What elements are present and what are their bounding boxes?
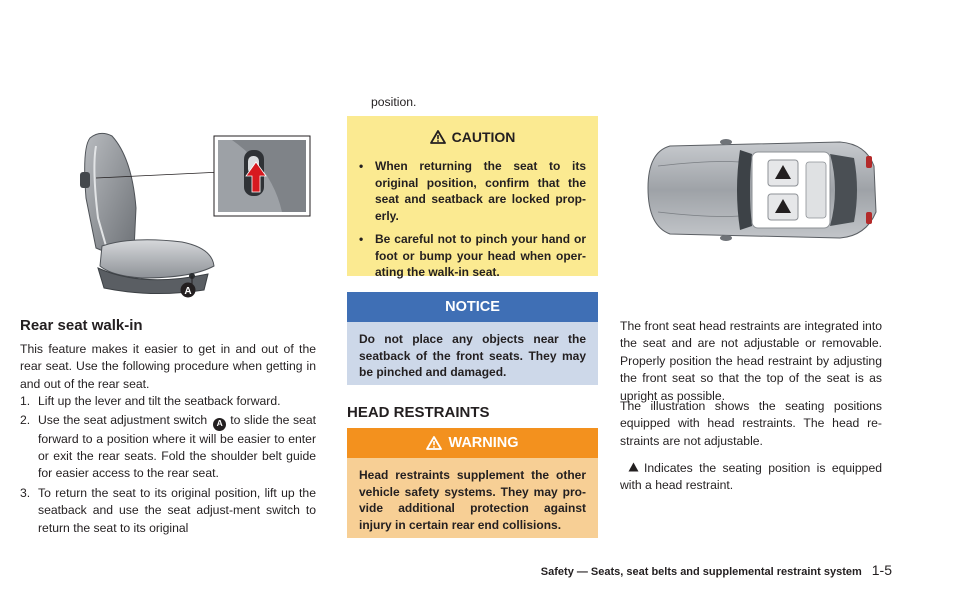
step-1 [20,393,316,410]
page-number: 1-5 [871,562,892,578]
legend-text: Indicates the seating position is equipped with a head restraint. [620,461,882,493]
notice-title-text: NOTICE [445,299,500,315]
step-3 [20,485,316,537]
warning-title [347,428,598,458]
step-number: 2. [20,413,31,428]
step-text: Use the seat adjustment switch [38,413,208,428]
step-number: 3. [20,485,31,500]
caution-list [359,158,586,281]
step-text-continued: to slide the seat forward to a position where it will be easier to enter or exit the rear seats. Fold the shoulder belt guide for easier access to the rear seat. [38,413,316,481]
footer-section-title: Safety — Seats, seat belts and supplemental restraint system [540,566,862,578]
caution-box [347,116,598,279]
illustration-paragraph: The illustration shows the seating positions equipped with head restraints. The head re-straints are not adjustable. [620,399,882,448]
seat-walk-in-illustration [72,128,320,300]
caution-item: • Be careful not to pinch your hand or foot or bump your head when oper-ating the walk-in seat. [359,231,586,281]
warning-title-text: WARNING [448,435,519,451]
notice-text: Do not place any objects near the seatback of the front seats. They may be pinched and damaged. [359,332,586,379]
notice-box [347,292,598,385]
caution-warning-triangle-icon [430,130,446,144]
legend-paragraph [620,460,882,495]
page-footer [462,562,892,582]
step-number: 1. [20,394,31,408]
car-top-view-illustration [640,126,882,256]
step-text: To return the seat to its original position, lift up the seatback and use the seat adjust-ment switch to return the seat to its original [38,485,316,535]
step-text: Lift up the lever and tilt the seatback forward. [38,394,281,408]
procedure-steps [20,393,316,539]
caution-title-text: CAUTION [451,129,516,145]
middle-column [347,0,598,611]
caution-title [359,126,586,148]
section-heading-head-restraints: HEAD RESTRAINTS [347,404,490,421]
section-heading-rear-seat-walk-in: Rear seat walk-in [20,317,143,334]
caution-item: • When returning the seat to its original position, confirm that the seat and seatback are locked prop-erly. [359,158,586,224]
right-column [620,0,882,611]
warning-text: Head restraints supplement the other vehicle safety systems. They may pro-vide additional protection against injury in certain rear end collisions. [359,468,586,532]
step-2 [20,412,316,482]
warning-triangle-icon [426,436,442,450]
continuation-text: position. [371,95,417,109]
warning-box [347,428,598,538]
head-restraint-triangle-icon [628,462,639,472]
marker-a-icon: A [213,418,226,431]
head-restraint-paragraph: The front seat head restraints are integrated into the seat and are not adjustable or removable. Properly position the head restraint by adjusting the front seat so that the top of the seat is as upright as possible. [620,319,882,403]
figure-marker-label: A [184,285,192,297]
notice-title [347,292,598,322]
left-column [20,0,320,611]
intro-paragraph: This feature makes it easier to get in and out of the rear seat. Use the following procedure when getting in and out of the rear seat. [20,342,316,391]
